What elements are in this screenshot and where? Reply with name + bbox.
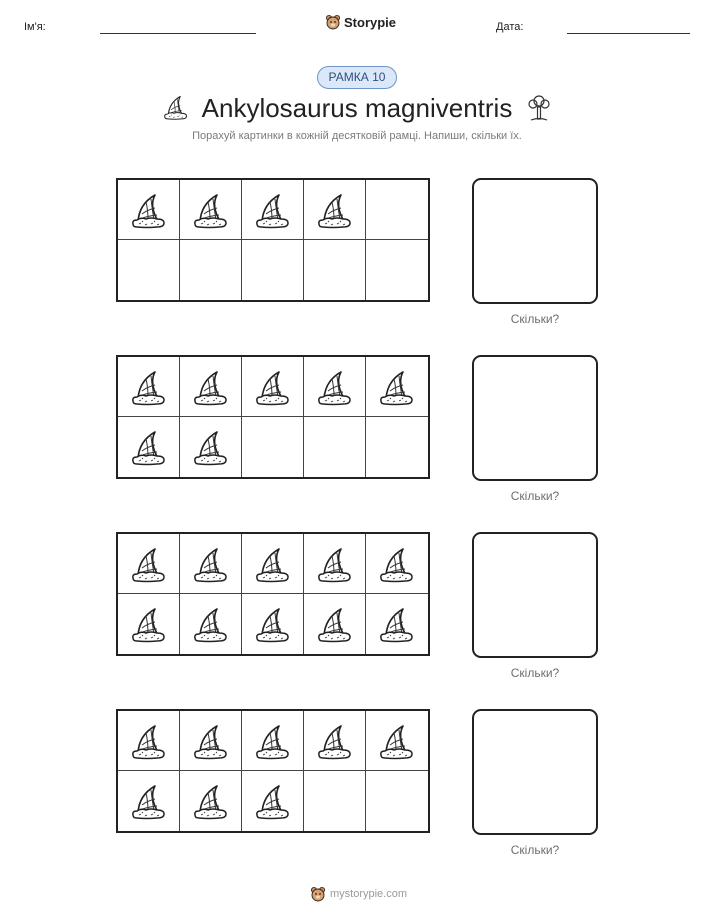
ten-frame-cell	[242, 771, 304, 831]
plate-icon	[129, 604, 169, 644]
ten-frame-cell	[304, 771, 366, 831]
instructions: Порахуй картинки в кожній десятковій рамці. Напиши, скільки їх.	[192, 130, 522, 142]
frame-badge: РАМКА 10	[317, 66, 397, 89]
ten-frame-cell	[242, 180, 304, 240]
plate-icon	[315, 604, 355, 644]
footer	[310, 886, 407, 902]
plate-icon	[253, 721, 293, 761]
brand-name: Storypie	[344, 14, 397, 30]
ten-frame	[116, 709, 430, 833]
ten-frame-cell	[118, 417, 180, 477]
brand-logo	[325, 14, 396, 30]
ten-frame-cell	[366, 417, 428, 477]
ten-frame-cell	[118, 594, 180, 654]
answer-box[interactable]	[472, 532, 598, 658]
plate-icon	[129, 427, 169, 467]
plate-icon	[315, 367, 355, 407]
ten-frame-cell	[304, 594, 366, 654]
date-line[interactable]	[567, 33, 690, 34]
plate-icon	[191, 190, 231, 230]
plate-icon	[253, 367, 293, 407]
bear-icon	[310, 886, 326, 902]
ten-frame-cell	[304, 534, 366, 594]
ten-frame-cell	[304, 240, 366, 300]
ten-frame-cell	[304, 711, 366, 771]
plate-icon	[315, 544, 355, 584]
name-label: Ім'я:	[24, 21, 46, 33]
ten-frame-cell	[366, 534, 428, 594]
ten-frame-cell	[118, 771, 180, 831]
plate-icon	[377, 544, 417, 584]
ten-frame-cell	[180, 180, 242, 240]
plate-icon	[253, 604, 293, 644]
plate-icon	[129, 190, 169, 230]
ten-frame-cell	[180, 771, 242, 831]
how-many-label: Скільки?	[510, 666, 560, 680]
ten-frame-cell	[118, 534, 180, 594]
page-title: Ankylosaurus magniventris	[201, 93, 513, 123]
ten-frame-cell	[180, 357, 242, 417]
how-many-label: Скільки?	[510, 312, 560, 326]
ten-frame-cell	[242, 711, 304, 771]
ten-frame-cell	[242, 594, 304, 654]
ten-frame-cell	[118, 711, 180, 771]
ten-frame-cell	[180, 417, 242, 477]
ten-frame	[116, 178, 430, 302]
ten-frame-cell	[118, 180, 180, 240]
ten-frame-cell	[180, 711, 242, 771]
plate-icon	[253, 781, 293, 821]
plate-icon	[191, 721, 231, 761]
plate-icon	[162, 93, 190, 126]
answer-box[interactable]	[472, 355, 598, 481]
how-many-label: Скільки?	[510, 489, 560, 503]
plate-icon	[377, 721, 417, 761]
plate-icon	[315, 190, 355, 230]
ten-frame-cell	[118, 240, 180, 300]
plate-icon	[377, 604, 417, 644]
plate-icon	[191, 544, 231, 584]
ten-frame-cell	[366, 771, 428, 831]
ten-frame-cell	[242, 417, 304, 477]
plate-icon	[191, 604, 231, 644]
ten-frame-cell	[366, 357, 428, 417]
ten-frame	[116, 355, 430, 479]
ten-frame-cell	[304, 180, 366, 240]
answer-box[interactable]	[472, 178, 598, 304]
ten-frame-cell	[366, 711, 428, 771]
ten-frame-cell	[180, 240, 242, 300]
ten-frame-cell	[242, 357, 304, 417]
ten-frame	[116, 532, 430, 656]
plate-icon	[253, 544, 293, 584]
plate-icon	[129, 721, 169, 761]
tree-icon	[525, 92, 553, 127]
plate-icon	[253, 190, 293, 230]
plate-icon	[191, 781, 231, 821]
plate-icon	[129, 367, 169, 407]
plate-icon	[191, 427, 231, 467]
how-many-label: Скільки?	[510, 843, 560, 857]
plate-icon	[377, 367, 417, 407]
date-label: Дата:	[496, 21, 524, 33]
ten-frame-cell	[366, 180, 428, 240]
ten-frame-cell	[242, 534, 304, 594]
plate-icon	[129, 544, 169, 584]
answer-box[interactable]	[472, 709, 598, 835]
plate-icon	[315, 721, 355, 761]
plate-icon	[191, 367, 231, 407]
ten-frame-cell	[366, 594, 428, 654]
ten-frame-cell	[242, 240, 304, 300]
ten-frame-cell	[180, 594, 242, 654]
plate-icon	[129, 781, 169, 821]
ten-frame-cell	[304, 357, 366, 417]
ten-frame-cell	[366, 240, 428, 300]
footer-url[interactable]: mystorypie.com	[330, 888, 408, 900]
bear-icon	[325, 14, 341, 30]
ten-frame-cell	[180, 534, 242, 594]
name-line[interactable]	[100, 33, 256, 34]
ten-frame-cell	[304, 417, 366, 477]
ten-frame-cell	[118, 357, 180, 417]
